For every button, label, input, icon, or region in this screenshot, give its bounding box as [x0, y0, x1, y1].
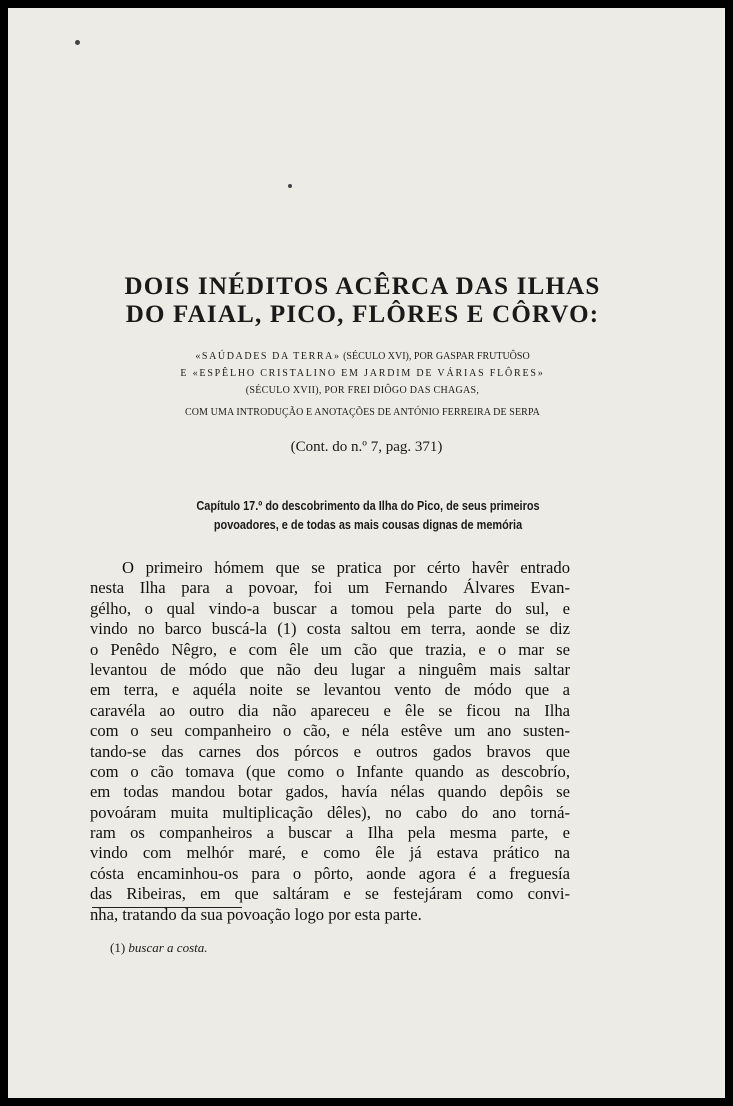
body-line: cósta encaminhou-os para o pôrto, aonde agora é a freguesía [90, 863, 570, 883]
body-line: nesta Ilha para a povoar, foi um Fernando Álvares Evan- [90, 578, 570, 598]
body-line: O primeiro hómem que se pratica por cérto havêr entrado [122, 558, 570, 577]
body-line: vindo com melhór maré, e como êle já estava prático na [90, 843, 570, 863]
body-line: gélho, o qual vindo-a buscar a tomou pela parte do sul, e [90, 598, 570, 618]
footnote-divider [92, 907, 242, 908]
body-line: com o cão tomava (que como o Infante quando as descobrío, [90, 761, 570, 781]
body-line: caravéla ao outro dia não apareceu e êle se ficou na Ilha [90, 700, 570, 720]
body-line: das Ribeiras, em que saltáram e se festejáram como convi- [90, 884, 570, 904]
body-line: levantou de módo que não deu lugar a ninguêm mais saltar [90, 659, 570, 679]
continuation-note: (Cont. do n.º 7, pag. 371) [290, 439, 443, 455]
subtitle-line-4: COM UMA INTRODUÇÃO E ANOTAÇÕES DE ANTÓNIO FERREIRA DE SERPA [184, 407, 541, 418]
footnote [110, 940, 208, 956]
footnote-text: buscar a costa. [128, 940, 208, 955]
body-line: nha, tratando da sua povoação logo por esta parte. [90, 904, 422, 924]
subtitle-work-title: «SAÚDADES DA TERRA» [195, 351, 341, 362]
subtitle-line-1 [8, 352, 721, 362]
subtitle-line-2: E «ESPÊLHO CRISTALINO EM JARDIM DE VÁRIAS FLÔRES» [180, 368, 545, 379]
body-line: ram os companheiros a buscar a Ilha pela mesma parte, e [90, 823, 570, 843]
body-line: vindo no barco buscá-la (1) costa saltou em terra, aonde se diz [90, 619, 570, 639]
ink-speck [75, 40, 80, 45]
body-line: em terra, e aquéla noite se levantou vento de módo que a [90, 680, 570, 700]
body-line: tando-se das carnes dos pórcos e outros gados bravos que [90, 741, 570, 761]
subtitle-work-author: (SÉCULO XVI), POR GASPAR FRUTUÔSO [340, 351, 530, 362]
document-page [8, 8, 725, 1098]
body-line: o Penêdo Nêgro, e com êle um cão que trazia, e o mar se [90, 639, 570, 659]
title-line-1: DOIS INÉDITOS ACÊRCA DAS ILHAS [124, 273, 601, 300]
chapter-heading-line-1: Capítulo 17.º do descobrimento da Ilha do Pico, de seus primeiros [196, 498, 540, 513]
subtitle-line-3: (SÉCULO XVII), POR FREI DIÔGO DAS CHAGAS, [245, 385, 480, 396]
ink-speck [288, 184, 292, 188]
body-paragraph [90, 558, 570, 925]
body-line: povoáram muita multiplicação dêles), no cabo do ano torná- [90, 802, 570, 822]
body-line: com o seu companheiro o cão, e néla estêve um ano susten- [90, 721, 570, 741]
chapter-heading-line-2: povoadores, e de todas as mais cousas dignas de memória [213, 517, 523, 532]
title-line-2: DO FAIAL, PICO, FLÔRES E CÔRVO: [125, 301, 600, 328]
footnote-marker: (1) [110, 940, 126, 955]
body-line: em todas mandou botar gados, havía nélas quando depôis se [90, 782, 570, 802]
chapter-heading [150, 496, 587, 534]
